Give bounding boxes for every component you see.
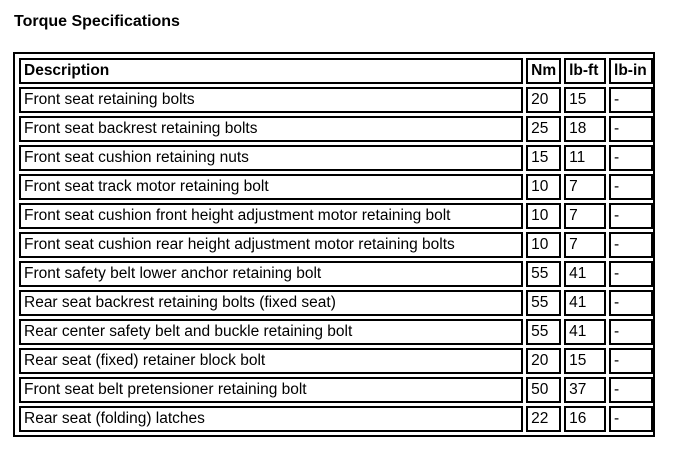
description-cell: Front seat backrest retaining bolts (19, 116, 523, 142)
lb-in-cell: - (609, 290, 653, 316)
lb-in-cell: - (609, 87, 653, 113)
lb-ft-cell: 15 (564, 348, 606, 374)
nm-cell: 15 (526, 145, 561, 171)
description-cell: Rear seat backrest retaining bolts (fixed seat) (19, 290, 523, 316)
description-cell: Front safety belt lower anchor retaining bolt (19, 261, 523, 287)
description-cell: Front seat retaining bolts (19, 87, 523, 113)
description-cell: Front seat cushion retaining nuts (19, 145, 523, 171)
lb-in-cell: - (609, 406, 653, 432)
lb-in-cell: - (609, 348, 653, 374)
table-row (19, 232, 653, 258)
nm-cell: 25 (526, 116, 561, 142)
nm-cell: 22 (526, 406, 561, 432)
nm-cell: 10 (526, 174, 561, 200)
description-cell: Rear seat (folding) latches (19, 406, 523, 432)
nm-cell: 55 (526, 290, 561, 316)
description-cell: Rear center safety belt and buckle retaining bolt (19, 319, 523, 345)
lb-in-cell: - (609, 203, 653, 229)
lb-in-cell: - (609, 261, 653, 287)
torque-table (16, 55, 656, 435)
lb-in-cell: - (609, 174, 653, 200)
lb-ft-cell: 11 (564, 145, 606, 171)
description-cell: Front seat cushion rear height adjustment motor retaining bolts (19, 232, 523, 258)
lb-in-cell: - (609, 232, 653, 258)
nm-cell: 55 (526, 261, 561, 287)
lb-in-cell: - (609, 377, 653, 403)
table-row (19, 145, 653, 171)
nm-cell: 55 (526, 319, 561, 345)
header-lb-ft: lb-ft (564, 58, 606, 84)
description-cell: Front seat belt pretensioner retaining bolt (19, 377, 523, 403)
header-nm: Nm (526, 58, 561, 84)
lb-ft-cell: 18 (564, 116, 606, 142)
lb-in-cell: - (609, 319, 653, 345)
table-row (19, 319, 653, 345)
lb-ft-cell: 15 (564, 87, 606, 113)
nm-cell: 10 (526, 203, 561, 229)
table-row (19, 203, 653, 229)
lb-in-cell: - (609, 116, 653, 142)
lb-ft-cell: 37 (564, 377, 606, 403)
table-row (19, 348, 653, 374)
page-title: Torque Specifications (14, 13, 180, 30)
lb-in-cell: - (609, 145, 653, 171)
nm-cell: 10 (526, 232, 561, 258)
lb-ft-cell: 7 (564, 203, 606, 229)
table-row (19, 116, 653, 142)
table-row (19, 261, 653, 287)
nm-cell: 20 (526, 87, 561, 113)
nm-cell: 20 (526, 348, 561, 374)
table-row (19, 377, 653, 403)
lb-ft-cell: 16 (564, 406, 606, 432)
description-cell: Front seat cushion front height adjustment motor retaining bolt (19, 203, 523, 229)
header-description: Description (19, 58, 523, 84)
description-cell: Front seat track motor retaining bolt (19, 174, 523, 200)
torque-table-frame (13, 52, 655, 437)
nm-cell: 50 (526, 377, 561, 403)
table-row (19, 87, 653, 113)
lb-ft-cell: 41 (564, 319, 606, 345)
table-header-row (19, 58, 653, 84)
table-row (19, 290, 653, 316)
description-cell: Rear seat (fixed) retainer block bolt (19, 348, 523, 374)
lb-ft-cell: 41 (564, 261, 606, 287)
lb-ft-cell: 7 (564, 232, 606, 258)
header-lb-in: lb-in (609, 58, 653, 84)
table-row (19, 174, 653, 200)
lb-ft-cell: 7 (564, 174, 606, 200)
lb-ft-cell: 41 (564, 290, 606, 316)
table-row (19, 406, 653, 432)
